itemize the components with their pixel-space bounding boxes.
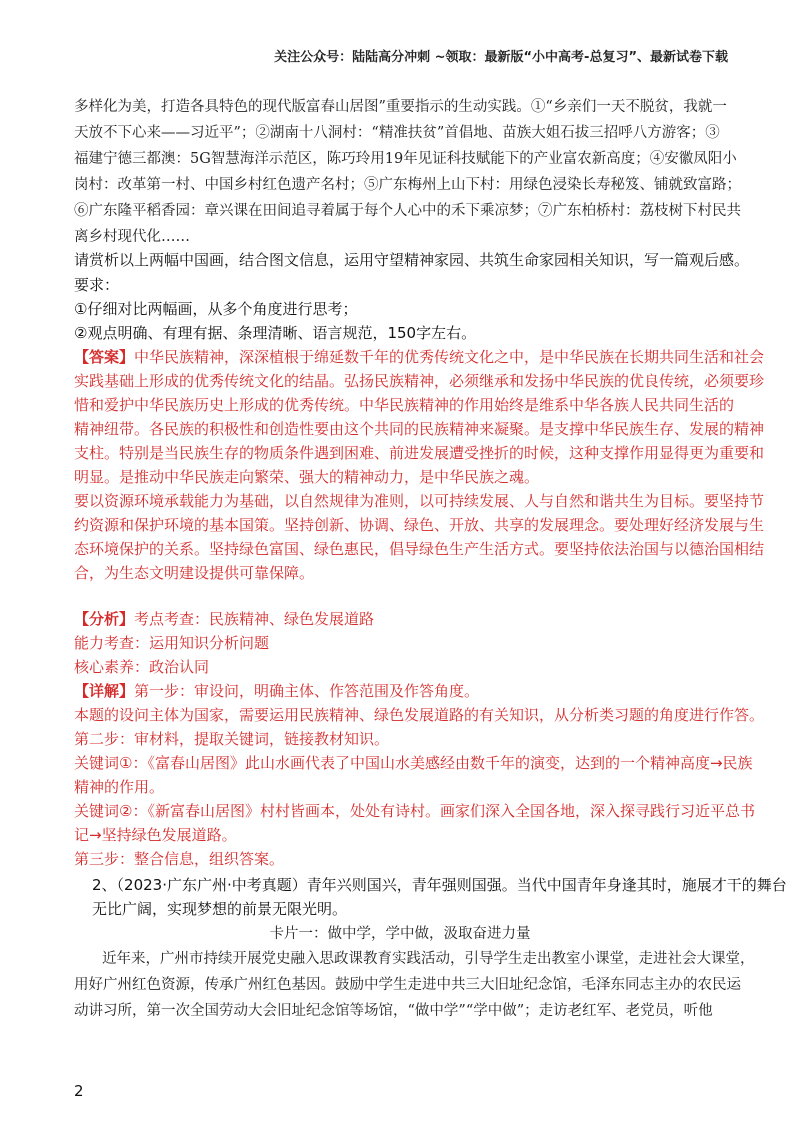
page-number: 2 <box>74 1082 84 1100</box>
analysis-tag: 【分析】 <box>74 610 135 628</box>
answer-line: 约资源和保护环境的基本国策。坚持创新、协调、绿色、开放、共享的发展理念。要处理好经济发展与生 <box>74 516 765 534</box>
detail-line <box>74 680 479 702</box>
detail-step3: 第三步：整合信息，组织答案。 <box>74 850 285 868</box>
card-line: 动讲习所，第一次全国劳动大会旧址纪念馆等场馆，“做中学”“学中做”；走访老红军、老党员，听他 <box>74 1003 713 1019</box>
intro-line: 天放不下心来——习近平”；②湖南十八洞村：“精准扶贫”首倡地、苗族大姐石拔三招呼八方游客；③ <box>74 125 720 141</box>
answer-line: 惜和爱护中华民族历史上形成的优秀传统。中华民族精神的作用始终是维系中华各族人民共同生活的 <box>74 396 735 414</box>
answer-line: 精神纽带。各民族的积极性和创造性要由这个共同的民族精神来凝聚。是支撑中华民族生存、发展的精神 <box>74 420 765 438</box>
literacy-line: 核心素养：政治认同 <box>74 658 210 676</box>
answer-tag: 【答案】 <box>74 348 135 366</box>
keyword-1-cont: 精神的作用。 <box>74 778 165 796</box>
detail-step2: 第二步：审材料，提取关键词，链接教材知识。 <box>74 730 390 748</box>
analysis-text: 考点考查：民族精神、绿色发展道路 <box>134 610 375 628</box>
detail-tag: 【详解】 <box>74 682 135 700</box>
card-line: 用好广州红色资源，传承广州红色基因。鼓励中学生走进中共三大旧址纪念馆，毛泽东同志主办的农民运 <box>74 977 741 993</box>
question-2-cont: 无比广阔，实现梦想的前景无限光明。 <box>92 900 348 918</box>
detail-line: 本题的设问主体为国家，需要运用民族精神、绿色发展道路的有关知识，从分析类习题的角度进行作答。 <box>74 706 765 724</box>
keyword-2-cont: 记→坚持绿色发展道路。 <box>74 826 237 844</box>
requirement-2: ②观点明确、有理有据、条理清晰、语言规范，150字左右。 <box>74 324 477 342</box>
answer-line: 态环境保护的关系。坚持绿色富国、绿色惠民，倡导绿色生产生活方式。要坚持依法治国与以德治国相结 <box>74 540 765 558</box>
intro-line: ⑥广东隆平稻香园：章兴课在田间追寻着属于每个人心中的禾下乘凉梦；⑦广东柏桥村：荔枝树下村民共 <box>74 203 741 219</box>
answer-line <box>74 346 764 368</box>
answer-line: 明显。是推动中华民族走向繁荣、强大的精神动力，是中华民族之魂。 <box>74 468 540 486</box>
intro-line: 福建宁德三都澳：5G智慧海洋示范区，陈巧玲用19年见证科技赋能下的产业富农新高度；④安徽凤阳小 <box>74 151 737 167</box>
requirement-1: ①仔细对比两幅画，从多个角度进行思考； <box>74 300 358 318</box>
answer-line: 要以资源环境承载能力为基础，以自然规律为准则，以可持续发展、人与自然和谐共生为目标。要坚持节 <box>74 492 765 510</box>
intro-line: 多样化为美，打造各具特色的现代版富春山居图”重要指示的生动实践。①“乡亲们一天不脱贫，我就一 <box>74 99 727 115</box>
card-title: 卡片一：做中学，学中做，汲取奋进力量 <box>269 926 531 942</box>
detail-step1: 第一步：审设问，明确主体、作答范围及作答角度。 <box>134 682 480 700</box>
question-prompt: 请赏析以上两幅中国画，结合图文信息，运用守望精神家园、共筑生命家园相关知识，写一篇观后感。 <box>74 251 750 269</box>
keyword-1: 关键词①：《富春山居图》此山水画代表了中国山水美感经由数千年的演变，达到的一个精神高度→民族 <box>74 754 753 772</box>
answer-line: 支柱。特别是当民族生存的物质条件遇到困难、前进发展遭受挫折的时候，这种支撑作用显得更为重要和 <box>74 444 765 462</box>
card-line: 近年来，广州市持续开展党史融入思政课教育实践活动，引导学生走出教室小课堂，走进社会大课堂， <box>102 951 755 967</box>
intro-line: 离乡村现代化…… <box>74 229 190 245</box>
ability-line: 能力考查：运用知识分析问题 <box>74 634 270 652</box>
page-header: 关注公众号：陆陆高分冲刺 ~领取：最新版“小中高考-总复习”、最新试卷下载 <box>274 50 728 65</box>
question-2: 2、（2023·广东广州·中考真题）青年兴则国兴，青年强则国强。当代中国青年身逢其时，施展才干的舞台 <box>92 876 787 894</box>
keyword-2: 关键词②：《新富春山居图》村村皆画本，处处有诗村。画家们深入全国各地，深入探寻践行习近平总书 <box>74 802 755 820</box>
analysis-line <box>74 608 374 630</box>
answer-text: 中华民族精神，深深植根于绵延数千年的优秀传统文化之中，是中华民族在长期共同生活和社会 <box>134 348 765 366</box>
answer-line: 实践基础上形成的优秀传统文化的结晶。弘扬民族精神，必须继承和发扬中华民族的优良传统，必须要珍 <box>74 372 765 390</box>
intro-line: 岗村：改革第一村、中国乡村红色遗产名村；⑤广东梅州上山下村：用绿色浸染长寿秘笈、铺就致富路； <box>74 177 741 193</box>
requirements-label: 要求： <box>74 276 120 294</box>
answer-line: 合，为生态文明建设提供可靠保障。 <box>74 564 315 582</box>
